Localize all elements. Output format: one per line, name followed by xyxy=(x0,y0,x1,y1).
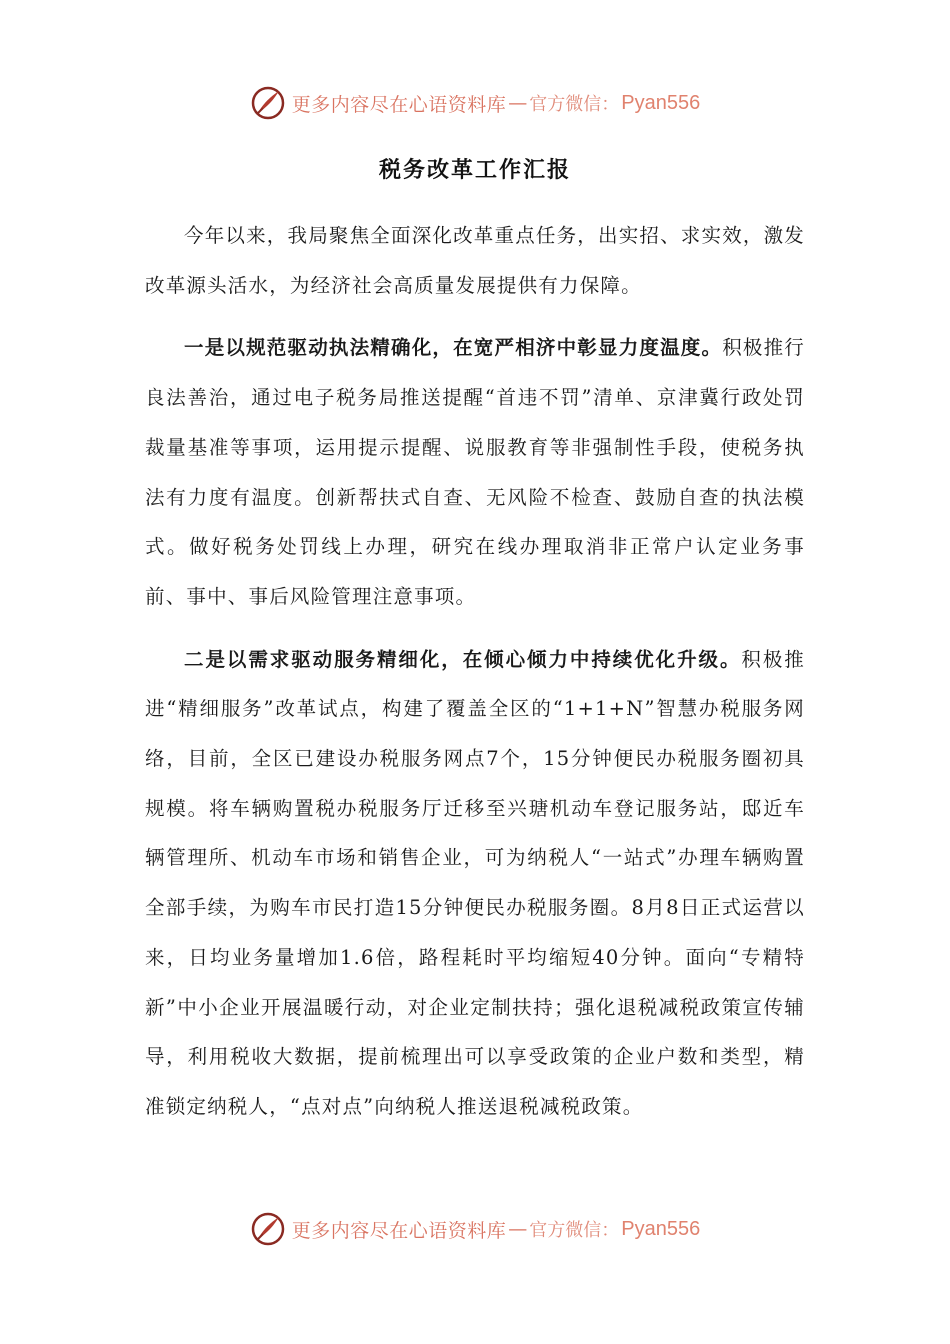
wechat-account: Pyan556 xyxy=(621,91,701,114)
site-name: 更多内容尽在心语资料库 xyxy=(291,93,507,116)
document-title: 税务改革工作汇报 xyxy=(378,157,571,183)
quill-pen-logo-icon xyxy=(250,1211,286,1247)
site-name: 更多内容尽在心语资料库 xyxy=(291,1219,507,1242)
banner-dash: — xyxy=(508,1218,528,1240)
footer-banner xyxy=(0,1209,950,1249)
paragraph-text: 今年以来，我局聚焦全面深化改革重点任务，出实招、求实效，激发改革源头活水，为经济社会高质量发展提供有力保障。 xyxy=(145,224,806,297)
document-body xyxy=(145,211,805,1145)
banner-dash: — xyxy=(508,92,528,114)
paragraph-lead: 二是以需求驱动服务精细化，在倾心倾力中持续优化升级。 xyxy=(184,647,742,671)
paragraph-lead: 一是以规范驱动执法精确化，在宽严相济中彰显力度温度。 xyxy=(184,336,723,360)
header-banner xyxy=(0,83,950,123)
paragraph-enforcement xyxy=(145,323,805,621)
paragraph-service xyxy=(145,635,805,1132)
paragraph-intro xyxy=(145,211,805,310)
quill-pen-logo-icon xyxy=(250,85,286,121)
wechat-label: 官方微信： xyxy=(529,1220,620,1241)
wechat-account: Pyan556 xyxy=(621,1217,701,1240)
wechat-label: 官方微信： xyxy=(529,94,620,115)
paragraph-text: 积极推行良法善治，通过电子税务局推送提醒“首违不罚”清单、京津冀行政处罚裁量基准等事项，运用提示提醒、说服教育等非强制性手段，使税务执法有力度有温度。创新帮扶式自查、无风险不检查、鼓励自查的执法模式。做好税务处罚线上办理，研究在线办理取消非正常户认定业务事前、事中、事后风险管理注意事项。 xyxy=(145,336,806,608)
paragraph-text: 积极推进“精细服务”改革试点，构建了覆盖全区的“1+1+N”智慧办税服务网络，目前，全区已建设办税服务网点7个，15分钟便民办税服务圈初具规模。将车辆购置税办税服务厅迁移至兴瑭机动车登记服务站，邸近车辆管理所、机动车市场和销售企业，可为纳税人“一站式”办理车辆购置全部手续，为购车市民打造15分钟便民办税服务圈。8月8日正式运营以来，日均业务量增加1.6倍，路程耗时平均缩短40分钟。面向“专精特新”中小企业开展温暖行动，对企业定制扶持；强化退税减税政策宣传辅导，利用税收大数据，提前梳理出可以享受政策的企业户数和类型，精准锁定纳税人，“点对点”向纳税人推送退税减税政策。 xyxy=(145,647,805,1118)
